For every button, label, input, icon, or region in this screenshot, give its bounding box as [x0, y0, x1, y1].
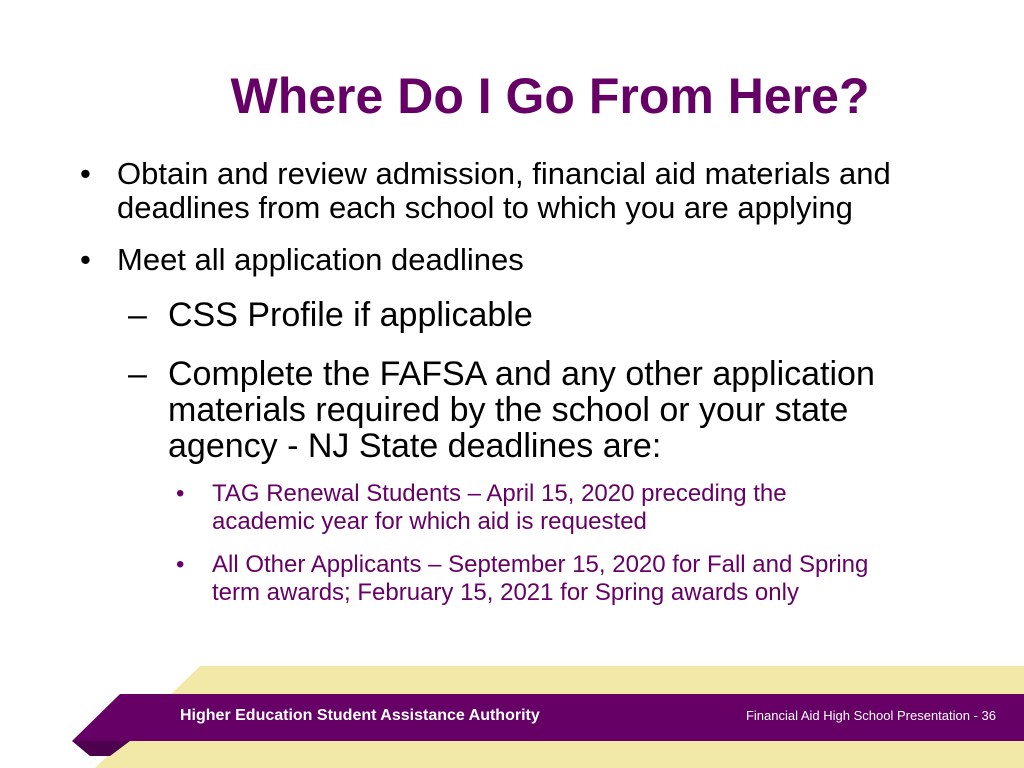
bullet-text-line: All Other Applicants – September 15, 2020 for Fall and Spring [212, 551, 869, 578]
bullet-text-line: CSS Profile if applicable [168, 296, 533, 334]
footer-organization: Higher Education Student Assistance Authority [180, 707, 540, 724]
bullet-text-line: deadlines from each school to which you are applying [117, 190, 853, 225]
bullet-text-line: TAG Renewal Students – April 15, 2020 preceding the [212, 480, 787, 507]
deadline-other-applicants [176, 551, 869, 607]
sub-bullet-css-profile [128, 296, 533, 334]
dash-marker: – [128, 296, 147, 334]
sub-bullet-complete-fafsa [128, 355, 875, 465]
bullet-text-line: materials required by the school or your state [168, 391, 849, 429]
footer-page-label: Financial Aid High School Presentation - 36 [745, 708, 996, 723]
dash-marker: – [128, 355, 147, 393]
bullet-marker: • [80, 156, 91, 191]
slide-footer [0, 666, 1024, 768]
bullet-text-line: Obtain and review admission, financial aid materials and [117, 156, 891, 191]
bullet-text-line: agency - NJ State deadlines are: [168, 427, 662, 465]
bullet-text-line: Meet all application deadlines [117, 242, 524, 277]
bullet-marker: • [176, 551, 185, 578]
bullet-text-line: Complete the FAFSA and any other application [168, 355, 875, 393]
bullet-marker: • [176, 480, 185, 507]
deadline-tag-renewal [176, 480, 787, 536]
bullet-text-line: academic year for which aid is requested [212, 508, 647, 535]
bullet-text-line: term awards; February 15, 2021 for Spring awards only [212, 579, 799, 606]
bullet-obtain-materials [80, 156, 891, 225]
bullet-marker: • [80, 242, 91, 277]
slide-title: Where Do I Go From Here? [230, 68, 870, 124]
bullet-meet-deadlines [80, 242, 524, 277]
